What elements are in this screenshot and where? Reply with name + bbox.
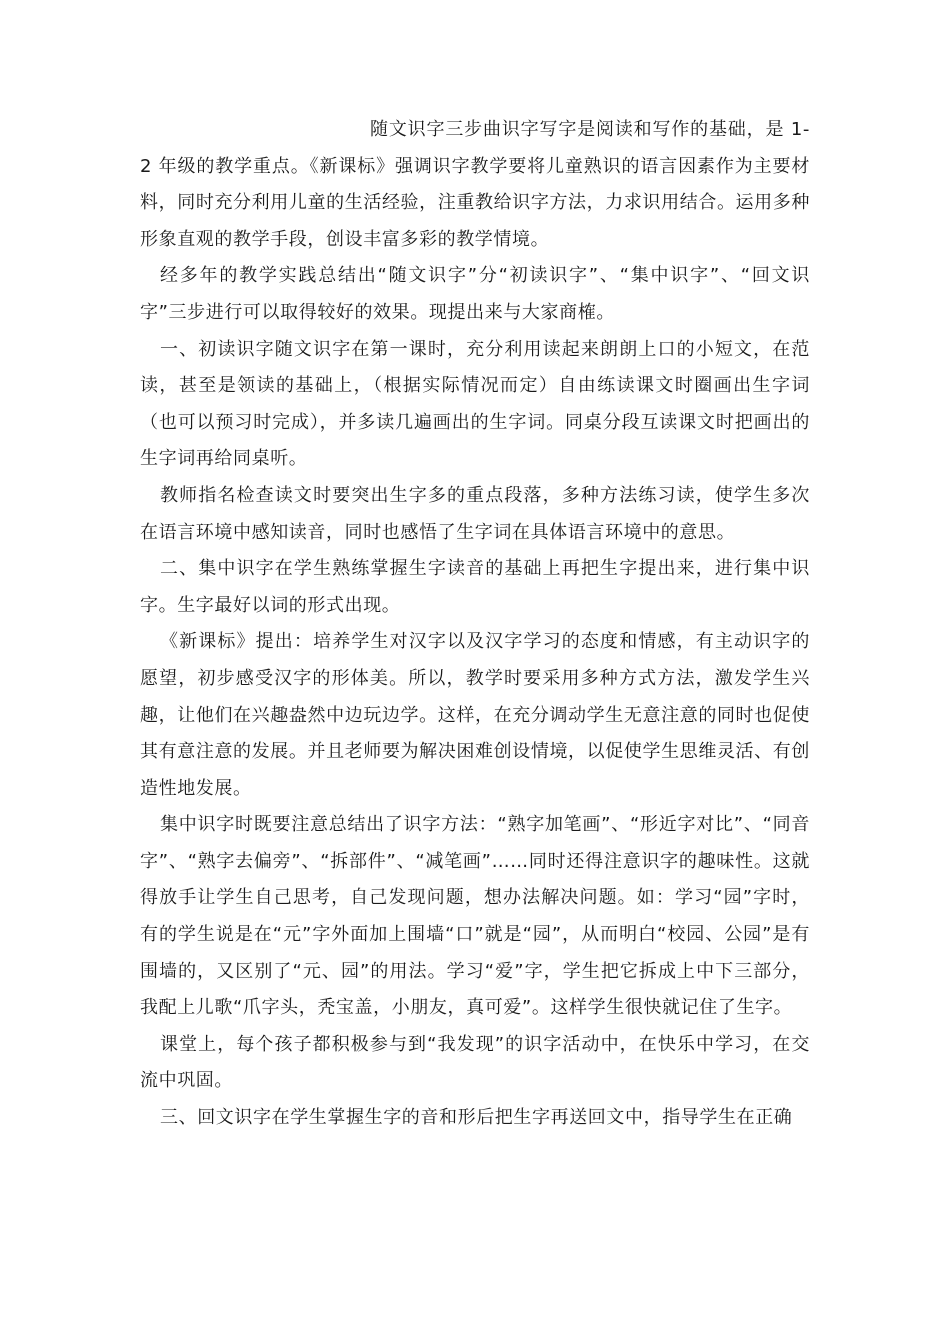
paragraph-intro: 随文识字三步曲识字写字是阅读和写作的基础，是 1-2 年级的教学重点。《新课标》强调识字教学要将儿童熟识的语言因素作为主要材料，同时充分利用儿童的生活经验，注重教给识字方法，力求识用结合。运用多种形象直观的教学手段，创设丰富多彩的教学情境。 [140,119,810,250]
paragraph-curriculum-quote: 《新课标》提出：培养学生对汉字以及汉字学习的态度和情感，有主动识字的愿望，初步感受汉字的形体美。所以，教学时要采用多种方式方法，激发学生兴趣，让他们在兴趣盎然中边玩边学。这样，在充分调动学生无意注意的同时也促使其有意注意的发展。并且老师要为解决困难创设情境，以促使学生思维灵活、有创造性地发展。 [140,631,810,799]
paragraph-overview: 经多年的教学实践总结出“随文识字”分“初读识字”、“集中识字”、“回文识字”三步进行可以取得较好的效果。现提出来与大家商榷。 [140,265,810,323]
paragraph-methods: 集中识字时既要注意总结出了识字方法：“熟字加笔画”、“形近字对比”、“同音字”、“熟字去偏旁”、“拆部件”、“减笔画”……同时还得注意识字的趣味性。这就得放手让学生自己思考，自己发现问题，想办法解决问题。如：学习“园”字时，有的学生说是在“元”字外面加上围墙“口”就是“园”，从而明白“校园、公园”是有围墙的，又区别了“元、园”的用法。学习“爱”字，学生把它拆成上中下三部分，我配上儿歌“爪字头，秃宝盖，小朋友，真可爱”。这样学生很快就记住了生字。 [140,814,810,1019]
paragraph-step-two: 二、集中识字在学生熟练掌握生字读音的基础上再把生字提出来，进行集中识字。生字最好以词的形式出现。 [140,558,810,616]
paragraph-step-one: 一、初读识字随文识字在第一课时，充分利用读起来朗朗上口的小短文，在范读，甚至是领读的基础上，（根据实际情况而定）自由练读课文时圈画出生字词（也可以预习时完成），并多读几遍画出的生字词。同桌分段互读课文时把画出的生字词再给同桌听。 [140,338,810,470]
paragraph-step-three: 三、回文识字在学生掌握生字的音和形后把生字再送回文中，指导学生在正确 [160,1107,793,1129]
paragraph-step-one-detail: 教师指名检查读文时要突出生字多的重点段落，多种方法练习读，使学生多次在语言环境中感知读音，同时也感悟了生字词在具体语言环境中的意思。 [140,484,810,543]
paragraph-classroom: 课堂上，每个孩子都积极参与到“我发现”的识字活动中，在快乐中学习，在交流中巩固。 [140,1033,810,1092]
document-body [140,112,810,1137]
